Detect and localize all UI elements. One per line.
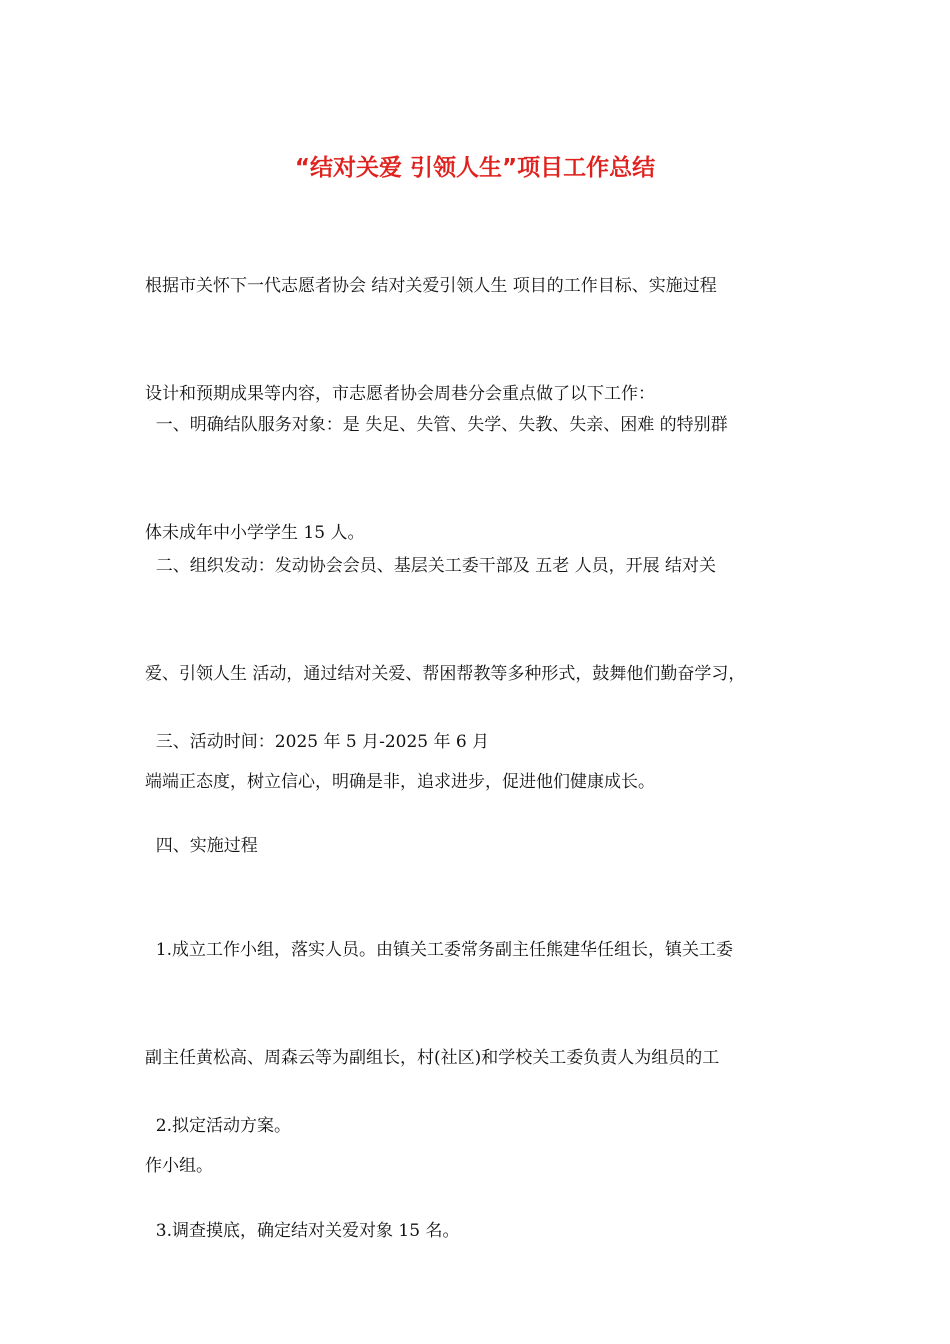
item-1-line: 1.成立工作小组，落实人员。由镇关工委常务副主任熊建华任组长，镇关工委 xyxy=(145,940,734,960)
intro-line: 设计和预期成果等内容，市志愿者协会周巷分会重点做了以下工作： xyxy=(145,384,655,404)
section-2-line: 二、组织发动：发动协会会员、基层关工委干部及 五老 人员，开展 结对关 xyxy=(145,556,717,576)
item-3-paragraph xyxy=(145,1141,825,1321)
item-2-line: 2.拟定活动方案。 xyxy=(145,1116,292,1136)
section-1-line: 体未成年中小学学生 15 人。 xyxy=(145,523,365,543)
document-title: “结对关爱 引领人生”项目工作总结 xyxy=(294,155,656,181)
item-1-line: 副主任黄松高、周森云等为副组长，村(社区)和学校关工委负责人为组员的工 xyxy=(145,1048,720,1068)
section-4-line: 四、实施过程 xyxy=(145,836,258,856)
section-3-line: 三、活动时间：2025 年 5 月-2025 年 6 月 xyxy=(145,732,490,752)
item-1-line: 作小组。 xyxy=(145,1156,213,1176)
item-3-line: 3.调查摸底，确定结对关爱对象 15 名。 xyxy=(145,1221,460,1241)
section-2-line: 端端正态度，树立信心，明确是非，追求进步，促进他们健康成长。 xyxy=(145,772,655,792)
intro-line: 根据市关怀下一代志愿者协会 结对关爱引领人生 项目的工作目标、实施过程 xyxy=(145,276,717,296)
section-2-line: 爱、引领人生 活动，通过结对关爱、帮困帮教等多种形式，鼓舞他们勤奋学习， xyxy=(145,664,746,684)
section-1-line: 一、明确结队服务对象：是 失足、失管、失学、失教、失亲、困难 的特别群 xyxy=(145,415,728,435)
